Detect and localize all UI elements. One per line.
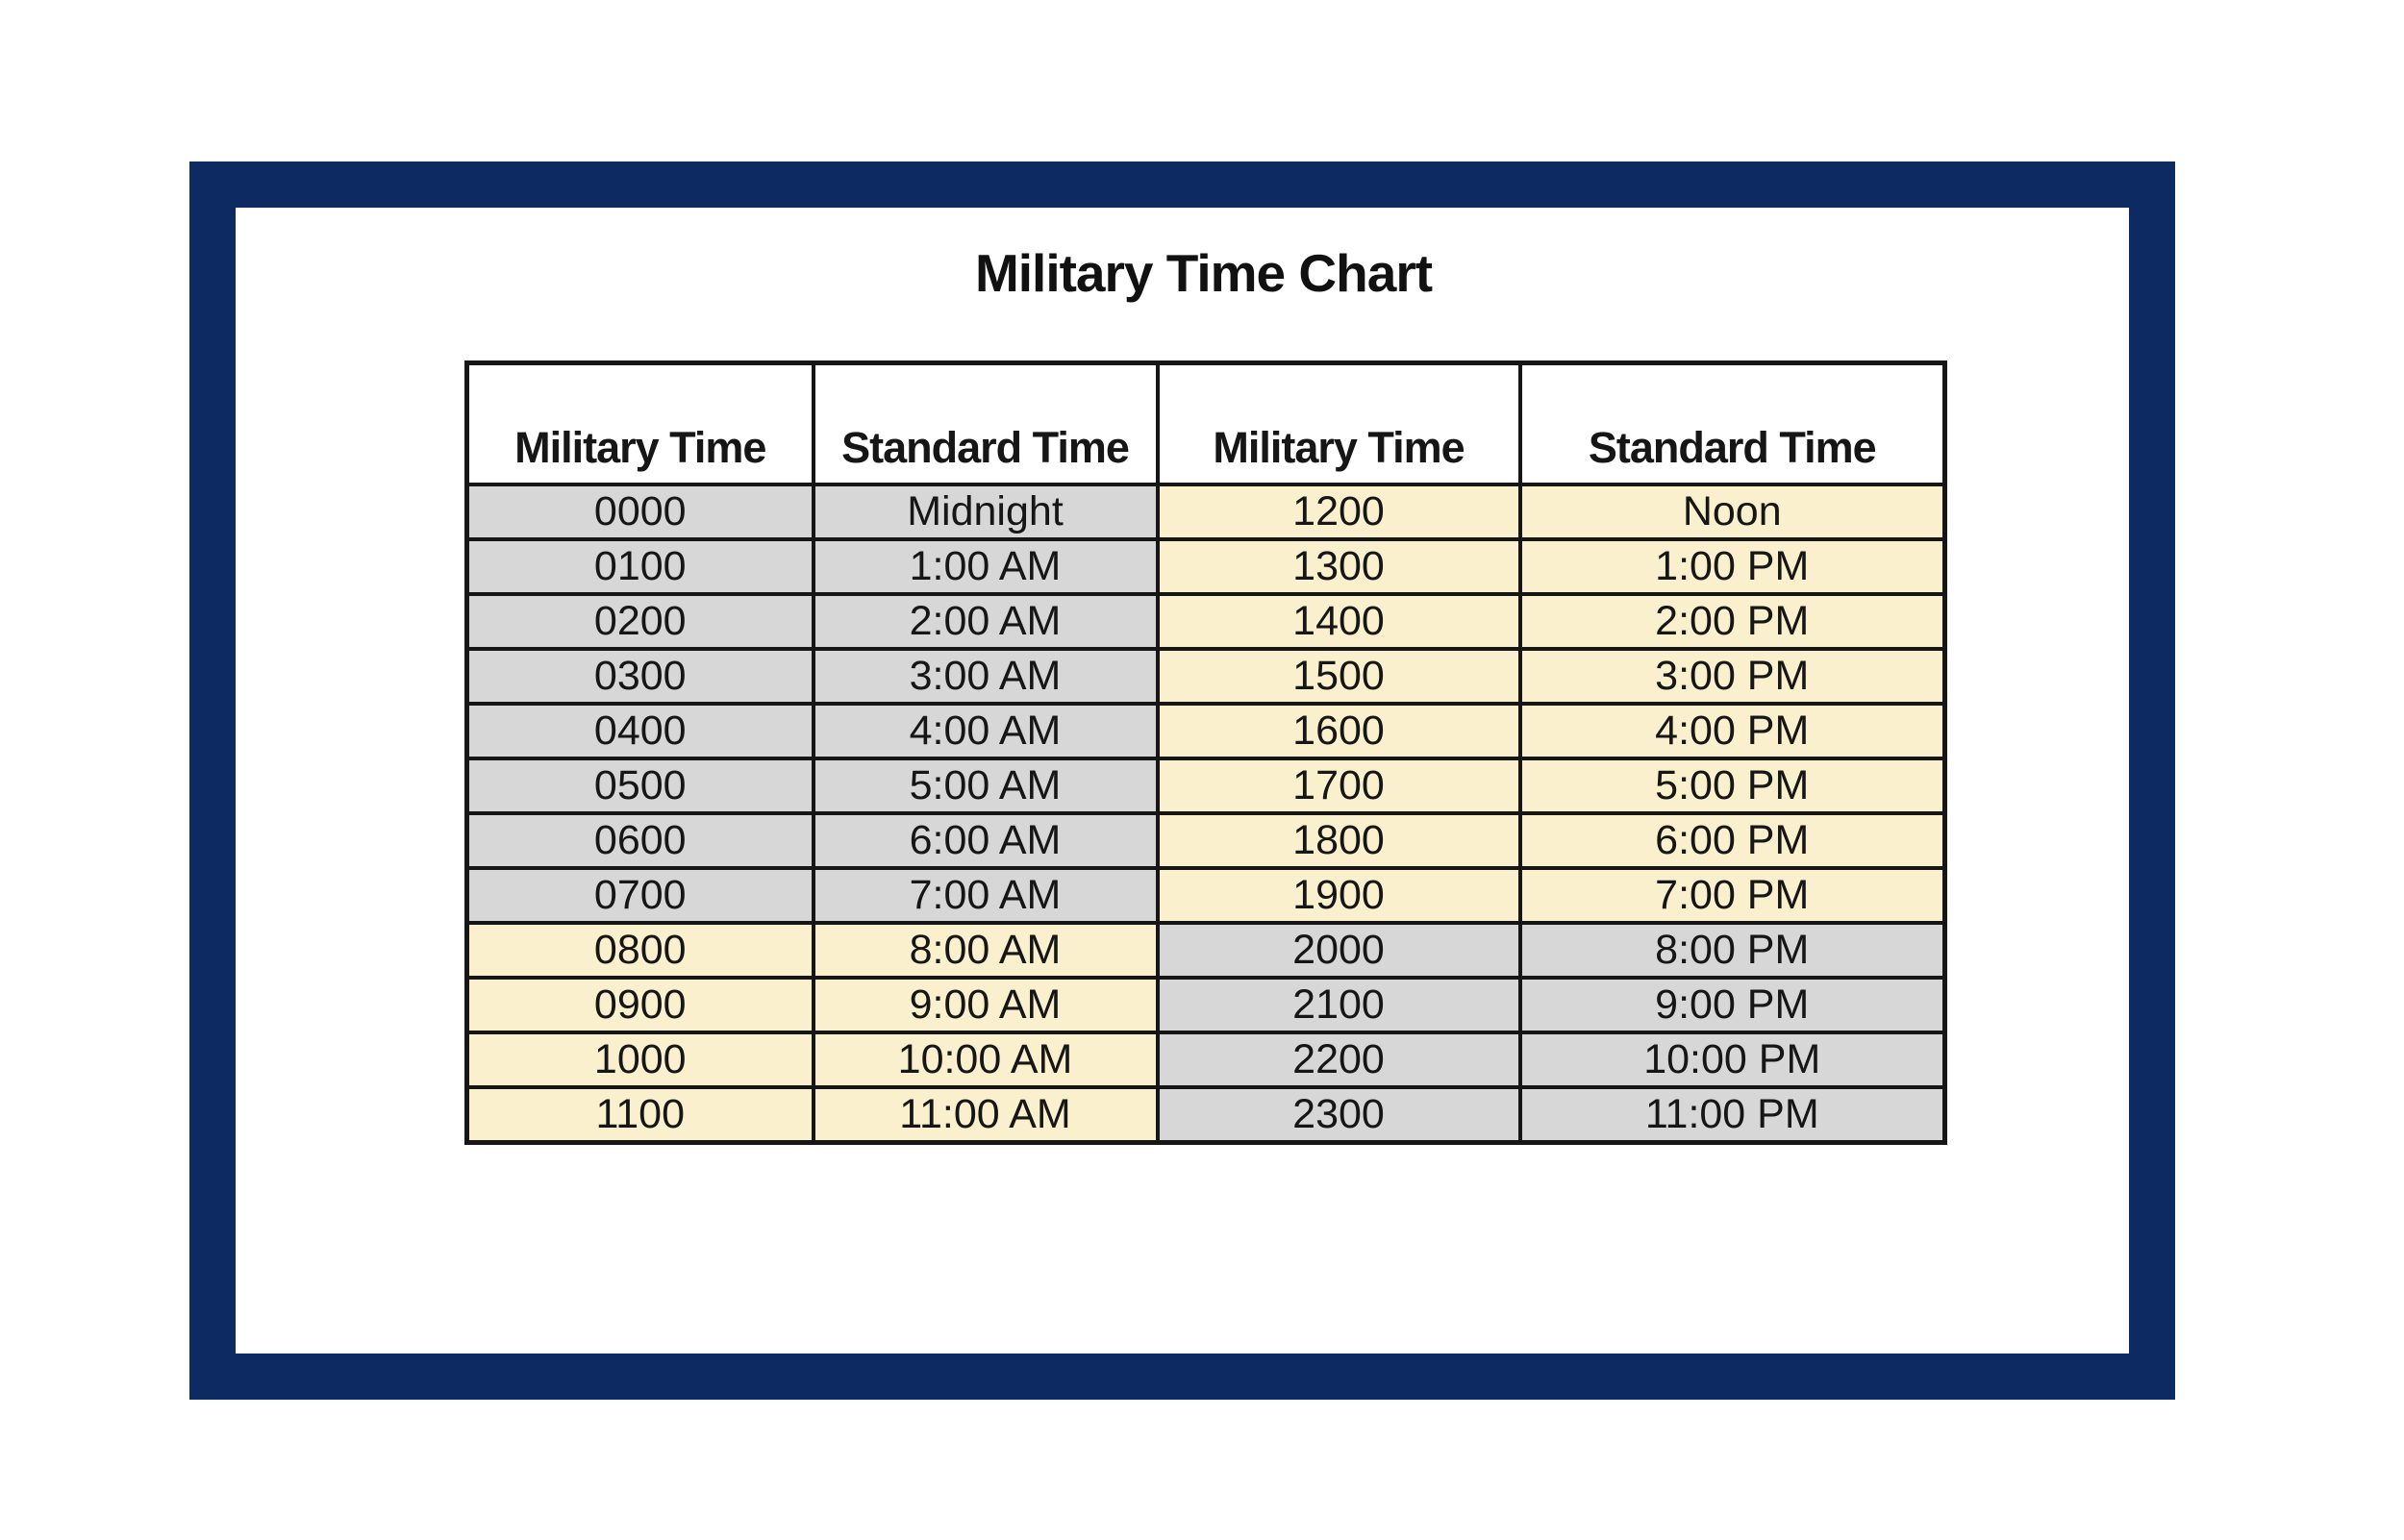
standard-time-cell: 8:00 AM xyxy=(814,923,1158,978)
military-time-cell: 1100 xyxy=(467,1087,814,1143)
military-time-cell: 0700 xyxy=(467,868,814,923)
military-time-cell: 2100 xyxy=(1158,978,1520,1032)
table-row xyxy=(467,868,1945,923)
military-time-cell: 2200 xyxy=(1158,1032,1520,1087)
standard-time-cell: 3:00 AM xyxy=(814,649,1158,704)
standard-time-cell: Noon xyxy=(1520,484,1945,539)
header-military-time-left: Military Time xyxy=(467,363,814,485)
standard-time-cell: 4:00 AM xyxy=(814,704,1158,758)
table-header-row xyxy=(467,363,1945,485)
header-standard-time-right: Standard Time xyxy=(1520,363,1945,485)
military-time-cell: 0200 xyxy=(467,594,814,649)
military-time-cell: 1600 xyxy=(1158,704,1520,758)
table-row xyxy=(467,1032,1945,1087)
table-row xyxy=(467,539,1945,594)
military-time-cell: 2300 xyxy=(1158,1087,1520,1143)
standard-time-cell: 4:00 PM xyxy=(1520,704,1945,758)
standard-time-cell: 3:00 PM xyxy=(1520,649,1945,704)
military-time-cell: 1300 xyxy=(1158,539,1520,594)
military-time-cell: 1200 xyxy=(1158,484,1520,539)
standard-time-cell: Midnight xyxy=(814,484,1158,539)
standard-time-cell: 11:00 AM xyxy=(814,1087,1158,1143)
standard-time-cell: 2:00 AM xyxy=(814,594,1158,649)
military-time-cell: 2000 xyxy=(1158,923,1520,978)
standard-time-cell: 7:00 AM xyxy=(814,868,1158,923)
standard-time-cell: 9:00 PM xyxy=(1520,978,1945,1032)
table-row xyxy=(467,978,1945,1032)
military-time-cell: 1900 xyxy=(1158,868,1520,923)
table-row xyxy=(467,813,1945,868)
standard-time-cell: 8:00 PM xyxy=(1520,923,1945,978)
table-row xyxy=(467,484,1945,539)
military-time-cell: 0300 xyxy=(467,649,814,704)
table-body xyxy=(467,484,1945,1143)
standard-time-cell: 10:00 AM xyxy=(814,1032,1158,1087)
military-time-cell: 0100 xyxy=(467,539,814,594)
military-time-cell: 1000 xyxy=(467,1032,814,1087)
standard-time-cell: 9:00 AM xyxy=(814,978,1158,1032)
table-row xyxy=(467,1087,1945,1143)
standard-time-cell: 1:00 AM xyxy=(814,539,1158,594)
standard-time-cell: 11:00 PM xyxy=(1520,1087,1945,1143)
table-row xyxy=(467,649,1945,704)
military-time-cell: 0500 xyxy=(467,758,814,813)
table-row xyxy=(467,704,1945,758)
standard-time-cell: 10:00 PM xyxy=(1520,1032,1945,1087)
military-time-cell: 1500 xyxy=(1158,649,1520,704)
military-time-cell: 1700 xyxy=(1158,758,1520,813)
military-time-cell: 0600 xyxy=(467,813,814,868)
standard-time-cell: 1:00 PM xyxy=(1520,539,1945,594)
standard-time-cell: 6:00 AM xyxy=(814,813,1158,868)
table-row xyxy=(467,923,1945,978)
standard-time-cell: 5:00 AM xyxy=(814,758,1158,813)
table-row xyxy=(467,758,1945,813)
header-standard-time-left: Standard Time xyxy=(814,363,1158,485)
standard-time-cell: 5:00 PM xyxy=(1520,758,1945,813)
military-time-cell: 0000 xyxy=(467,484,814,539)
standard-time-cell: 7:00 PM xyxy=(1520,868,1945,923)
header-military-time-right: Military Time xyxy=(1158,363,1520,485)
table-row xyxy=(467,594,1945,649)
standard-time-cell: 6:00 PM xyxy=(1520,813,1945,868)
military-time-cell: 1800 xyxy=(1158,813,1520,868)
military-time-table xyxy=(464,360,1947,1145)
military-time-cell: 0800 xyxy=(467,923,814,978)
military-time-cell: 0900 xyxy=(467,978,814,1032)
military-time-cell: 0400 xyxy=(467,704,814,758)
standard-time-cell: 2:00 PM xyxy=(1520,594,1945,649)
page-title: Military Time Chart xyxy=(974,243,1433,303)
military-time-cell: 1400 xyxy=(1158,594,1520,649)
